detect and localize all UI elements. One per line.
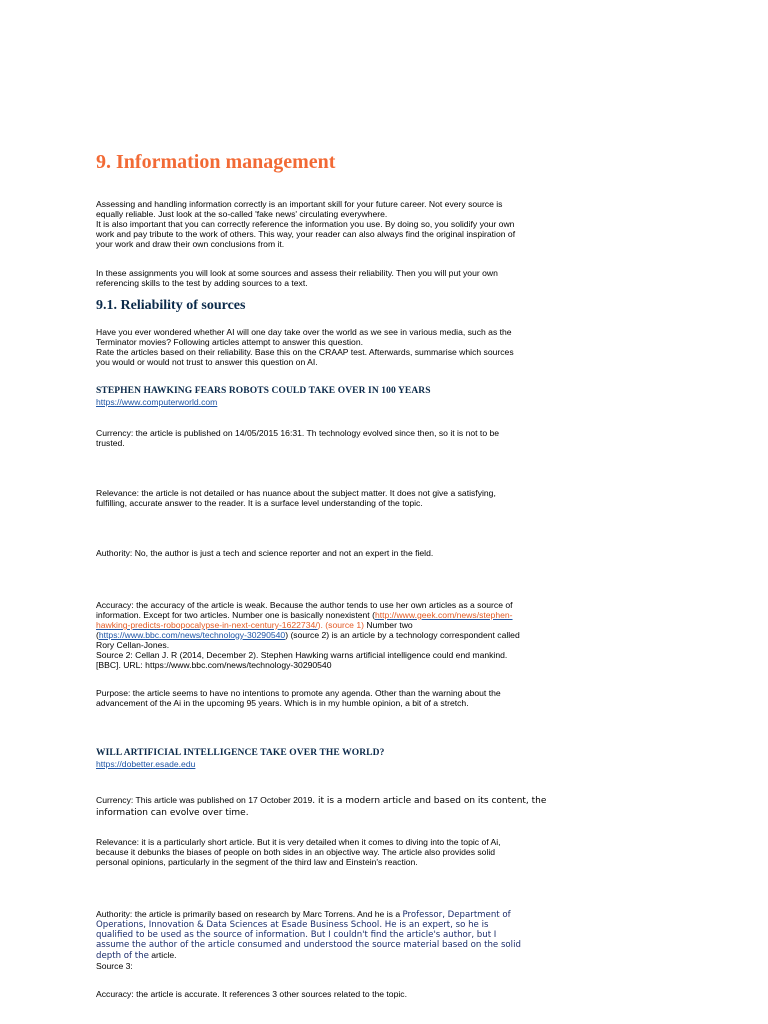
article2-accuracy: Accuracy: the article is accurate. It references 3 other sources related to the topic. <box>96 989 407 999</box>
source2-link[interactable]: https://www.bbc.com/news/technology-30290540 <box>98 630 286 640</box>
article1-relevance: Relevance: the article is not detailed or has nuance about the subject matter. It does not give a satisfying, fulfilling, accurate answer to the reader. It is a surface level understanding of the topic. <box>96 488 496 508</box>
section-heading: 9.1. Reliability of sources <box>96 298 246 313</box>
article1-link[interactable]: https://www.computerworld.com <box>96 397 218 407</box>
assignment-paragraph: In these assignments you will look at some sources and assess their reliability. Then you will put your own referencing skills to the test by adding sources to a text. <box>96 268 498 288</box>
article1-accuracy: Accuracy: the accuracy of the article is weak. Because the author tends to use her own articles as a source of information. Except for two articles. Number one is basically nonexistent (http://www.geek.com/news/stephen- hawking-predicts-robopocalypse-in-next-century-1622734/). (source 1) Number two (https://www.bbc.com/news/technology-30290540) (source 2) is an article by a technology correspondent called Rory Cellan-Jones. Source 2: Cellan J. R (2014, December 2). Stephen Hawking warns artificial intelligence could end mankind. [BBC]. URL: https://www.bbc.com/news/technology-30290540 <box>96 600 520 670</box>
article2-currency: Currency: This article was published on 17 October 2019. it is a modern article and based on its content, the information can evolve over time. <box>96 795 547 818</box>
article2-link[interactable]: https://dobetter.esade.edu <box>96 759 196 769</box>
article1-title: STEPHEN HAWKING FEARS ROBOTS COULD TAKE OVER IN 100 YEARS <box>96 386 431 396</box>
article2-title: WILL ARTIFICIAL INTELLIGENCE TAKE OVER THE WORLD? <box>96 748 385 758</box>
source1-label: ). (source 1) <box>317 620 364 630</box>
source1-link[interactable]: http://www.geek.com/news/stephen- <box>374 610 513 620</box>
source1-link-cont[interactable]: hawking-predicts-robopocalypse-in-next-century-1622734/ <box>96 620 318 630</box>
article2-relevance: Relevance: it is a particularly short article. But it is very detailed when it comes to diving into the topic of Ai, because it debunks the biases of people on both sides in an objective way. The article also provides solid personal opinions, particularly in the segment of the third law and Einstein's reaction. <box>96 837 501 867</box>
article1-currency: Currency: the article is published on 14/05/2015 16:31. Th technology evolved since then, so it is not to be trusted. <box>96 428 500 448</box>
question-paragraph: Have you ever wondered whether AI will one day take over the world as we see in various media, such as the Terminator movies? Following articles attempt to answer this question. Rate the articles based on their reliability. Base this on the CRAAP test. Afterwards, summarise which sources you would or would not trust to answer this question on AI. <box>96 327 514 367</box>
article1-authority: Authority: No, the author is just a tech and science reporter and not an expert in the field. <box>96 548 434 558</box>
intro-paragraph: Assessing and handling information correctly is an important skill for your future career. Not every source is equally reliable. Just look at the so-called 'fake news' circulating everywhere. It is also important that you can correctly reference the information you use. By doing so, you solidify your own work and pay tribute to the work of others. This way, your reader can also always find the original inspiration of your work and draw their own conclusions from it. <box>96 199 516 249</box>
page-title: 9. Information management <box>96 151 336 173</box>
article2-authority: Authority: the article is primarily based on research by Marc Torrens. And he is a Professor, Department of Operations, Innovation & Data Sciences at Esade Business School. He is an expert, so he is qualified to be used as the source of information. But I couldn't find the article's author, but I assume the author of the article consumed and understood the source material based on the solid depth of the article. Source 3: <box>96 909 521 971</box>
article1-purpose: Purpose: the article seems to have no intentions to promote any agenda. Other than the warning about the advancement of the Ai in the upcoming 95 years. Which is in my humble opinion, a bit of a stretch. <box>96 688 501 708</box>
